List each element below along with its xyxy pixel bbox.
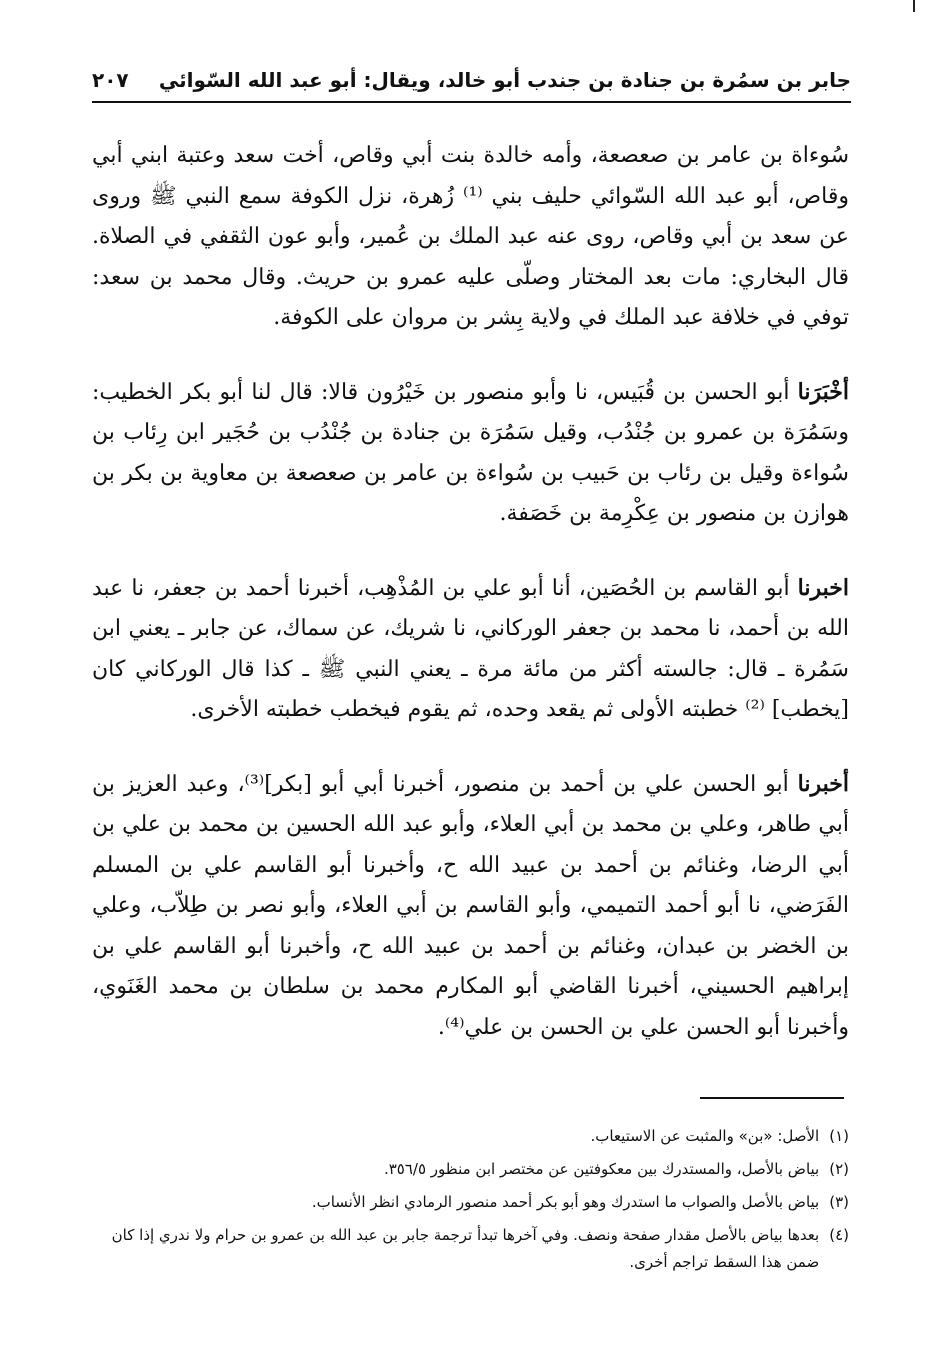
paragraph-3-lead: اخبرنا — [797, 574, 849, 601]
header-rule — [92, 101, 851, 103]
running-title: جابر بن سمُرة بن جنادة بن جندب أبو خالد، ويقال: أبو عبد الله السّوائي — [158, 68, 851, 92]
footnote-3-number: (٣) — [829, 1193, 849, 1211]
footnote-4-text: بعدها بياض بالأصل مقدار صفحة ونصف. وفي آخرها تبدأ ترجمة جابر بن عبد الله بن عمرو بن حرام ولا ندري إذا كان ضمن هذا السقط تراجم أخرى. — [111, 1226, 820, 1271]
paragraph-3 — [92, 568, 849, 731]
footnote-1-number: (١) — [829, 1127, 849, 1145]
paragraph-1-text: سُوءاة بن عامر بن صعصعة، وأمه خالدة بنت أبي وقاص، أخت سعد وعتبة ابني أبي وقاص، أبو عبد الله السّوائي حليف بني ⁽¹⁾ زُهرة، نزل الكوفة سمع النبي ﷺ وروى عن سعد بن أبي وقاص، روى عنه عبد الملك بن عُمير، وأبو عون الثقفي في الصلاة. قال البخاري: مات بعد المختار وصلّى عليه عمرو بن حريث. وقال محمد بن سعد: توفي في خلافة عبد الملك في ولاية بِشر بن مروان على الكوفة. — [92, 143, 849, 330]
footnote-2 — [92, 1156, 849, 1183]
paragraph-2-lead: أخْبَرَنا — [797, 378, 849, 405]
page-number: ٢٠٧ — [92, 68, 129, 92]
footnote-2-number: (٢) — [829, 1160, 849, 1178]
footnote-2-text: بياض بالأصل، والمستدرك بين معكوفتين عن مختصر ابن منظور ٣٥٦/٥. — [383, 1160, 820, 1178]
footnotes — [92, 1123, 849, 1282]
paragraph-4 — [92, 764, 849, 1049]
footnote-4-number: (٤) — [829, 1226, 849, 1244]
footnote-3-text: بياض بالأصل والصواب ما استدرك وهو أبو بكر أحمد منصور الرمادي انظر الأنساب. — [311, 1193, 820, 1211]
paragraph-1 — [92, 136, 849, 339]
footnote-1 — [92, 1123, 849, 1150]
footnote-3 — [92, 1189, 849, 1216]
footnote-rule — [700, 1097, 844, 1099]
paragraph-2-text: أبو الحسن بن قُبَيس، نا وأبو منصور بن خَيْرُون قالا: قال لنا أبو بكر الخطيب: وسَمُرَة بن عمرو بن جُنْدُب، وقيل سَمُرَة بن جنادة بن جُنْدُب بن حُجَير ابن رِئاب بن سُواءة وقيل بن رئاب بن حَبيب بن سُواءة بن عامر بن صعصعة بن معاوية بن بكر بن هوازن بن منصور بن عِكْرِمة بن خَصَفة. — [92, 379, 849, 526]
main-text — [92, 136, 849, 1048]
paragraph-2 — [92, 372, 849, 535]
footnote-1-text: الأصل: «بن» والمثبت عن الاستيعاب. — [590, 1127, 820, 1145]
running-header — [92, 60, 851, 100]
footnote-4 — [92, 1222, 849, 1276]
corner-tick-mark — [913, 0, 915, 12]
paragraph-4-text: أبو الحسن علي بن أحمد بن منصور، أخبرنا أبي أبو [بكر]⁽³⁾، وعبد العزيز بن أبي طاهر، وعلي بن محمد بن أبي العلاء، وأبو عبد الله الحسين بن محمد بن علي بن أبي الرضا، وغنائم بن أحمد بن عبيد الله ح، وأخبرنا أبو القاسم علي بن المسلم الفَرَضي، نا أبو أحمد التميمي، وأبو القاسم بن أبي العلاء، وأبو نصر بن طِلاّب، وعلي بن الخضر بن عبدان، وغنائم بن أحمد بن عبيد الله ح، وأخبرنا أبو القاسم علي بن إبراهيم الحسيني، أخبرنا القاضي أبو المكارم محمد بن سلطان بن محمد الغَنَوي، وأخبرنا أبو الحسن علي بن الحسن بن علي⁽⁴⁾. — [92, 771, 849, 1040]
paragraph-3-text: أبو القاسم بن الحُصَين، أنا أبو علي بن المُذْهِب، أخبرنا أحمد بن جعفر، نا عبد الله بن أحمد، نا محمد بن جعفر الوركاني، نا شريك، عن سماك، عن جابر ـ يعني ابن سَمُرة ـ قال: جالسته أكثر من مائة مرة ـ يعني النبي ﷺ ـ كذا قال الوركاني كان [يخطب] ⁽²⁾ خطبته الأولى ثم يقعد وحده، ثم يقوم فيخطب خطبته الأخرى. — [92, 575, 849, 722]
paragraph-4-lead: أخبرنا — [797, 770, 849, 797]
